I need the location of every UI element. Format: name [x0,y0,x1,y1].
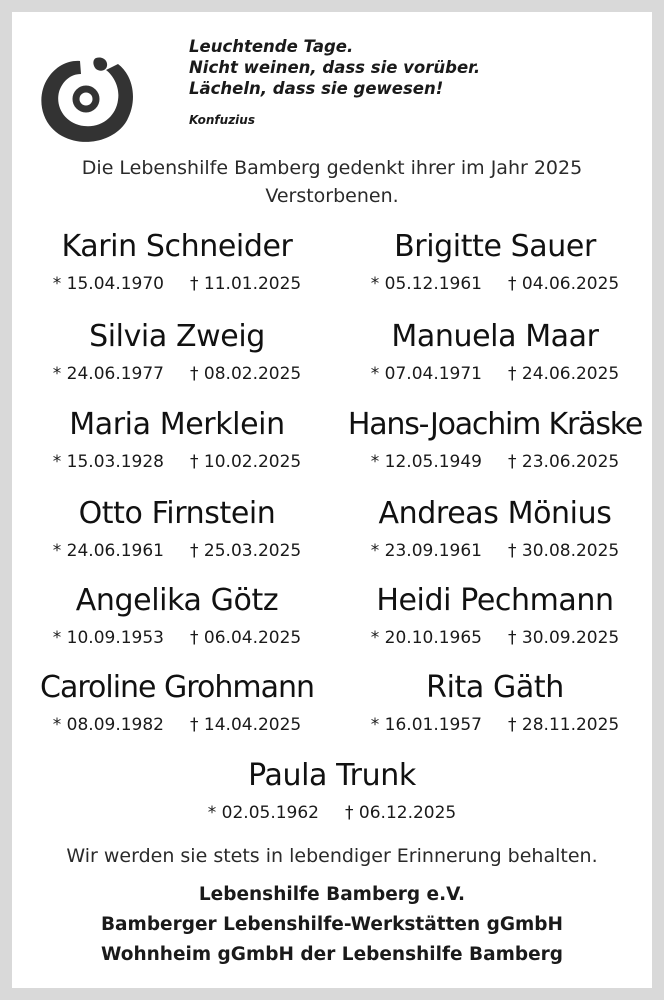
death-date: † 11.01.2025 [190,274,302,294]
deceased-name: Heidi Pechmann [376,583,614,618]
logo-outer-swirl [41,61,133,142]
deceased-dates [330,272,660,296]
deceased-dates [12,713,342,737]
death-date: † 24.06.2025 [508,364,620,384]
closing-text: Wir werden sie stets in lebendiger Erinnerung behalten. [66,845,598,867]
deceased-dates [12,539,342,563]
deceased-dates [12,362,342,386]
intro-text [12,154,652,210]
death-date: † 08.02.2025 [190,364,302,384]
deceased-entry [330,318,660,386]
deceased-dates [330,362,660,386]
death-date: † 23.06.2025 [508,452,620,472]
death-date: † 28.11.2025 [508,715,620,735]
logo-top-mark [93,57,107,70]
birth-date: * 15.03.1928 [52,452,164,472]
birth-date: * 08.09.1982 [52,715,164,735]
birth-date: * 10.09.1953 [52,628,164,648]
lebenshilfe-logo [34,44,138,146]
deceased-entry [12,582,342,650]
deceased-dates [330,450,660,474]
deceased-entry [330,669,660,737]
deceased-entry [167,757,497,825]
deceased-entry [12,406,342,474]
deceased-dates [12,450,342,474]
signer-wohnheim: Wohnheim gGmbH der Lebenshilfe Bamberg [100,944,563,965]
death-date: † 30.08.2025 [508,541,620,561]
deceased-entry [330,495,660,563]
quote-author: Konfuzius [189,113,255,127]
signer-lebenshilfe: Lebenshilfe Bamberg e.V. [198,884,466,905]
intro-line-1: Die Lebenshilfe Bamberg gedenkt ihrer im Jahr 2025 [81,157,583,179]
deceased-dates [330,626,660,650]
birth-date: * 15.04.1970 [52,274,164,294]
birth-date: * 24.06.1977 [52,364,164,384]
death-date: † 06.12.2025 [345,803,457,823]
signatories [12,880,652,970]
birth-date: * 05.12.1961 [370,274,482,294]
death-date: † 04.06.2025 [508,274,620,294]
birth-date: * 16.01.1957 [370,715,482,735]
death-date: † 30.09.2025 [508,628,620,648]
deceased-name: Paula Trunk [248,758,416,793]
quote-line-3: Lächeln, dass sie gewesen! [189,79,444,98]
quote-line-1: Leuchtende Tage. [189,37,354,56]
deceased-dates [330,713,660,737]
deceased-name: Otto Firnstein [78,496,276,531]
deceased-entry [330,406,660,474]
deceased-name: Brigitte Sauer [394,229,596,264]
deceased-name: Angelika Götz [75,583,279,618]
quote-line-2: Nicht weinen, dass sie vorüber. [189,58,481,77]
deceased-name: Karin Schneider [61,229,293,264]
deceased-entry [330,582,660,650]
birth-date: * 07.04.1971 [370,364,482,384]
deceased-entry [12,495,342,563]
deceased-name: Silvia Zweig [89,319,265,354]
obituary-notice [12,12,652,988]
deceased-dates [12,272,342,296]
birth-date: * 12.05.1949 [370,452,482,472]
deceased-entry [12,669,342,737]
deceased-dates [12,626,342,650]
deceased-entry [330,228,660,296]
deceased-name: Rita Gäth [426,670,564,705]
birth-date: * 23.09.1961 [370,541,482,561]
deceased-name: Hans-Joachim Kräske [347,407,643,442]
deceased-dates [330,539,660,563]
intro-line-2: Verstorbenen. [265,185,399,207]
deceased-entry [12,318,342,386]
deceased-name: Andreas Mönius [378,496,612,531]
birth-date: * 02.05.1962 [207,803,319,823]
deceased-name: Caroline Grohmann [40,670,314,705]
death-date: † 14.04.2025 [190,715,302,735]
death-date: † 10.02.2025 [190,452,302,472]
birth-date: * 24.06.1961 [52,541,164,561]
deceased-dates [167,801,497,825]
birth-date: * 20.10.1965 [370,628,482,648]
deceased-name: Manuela Maar [391,319,599,354]
quote-block [189,36,480,131]
death-date: † 25.03.2025 [190,541,302,561]
deceased-name: Maria Merklein [69,407,285,442]
deceased-entry [12,228,342,296]
logo-inner-ring [76,89,96,109]
death-date: † 06.04.2025 [190,628,302,648]
signer-werkstaetten: Bamberger Lebenshilfe-Werkstätten gGmbH [100,914,564,935]
